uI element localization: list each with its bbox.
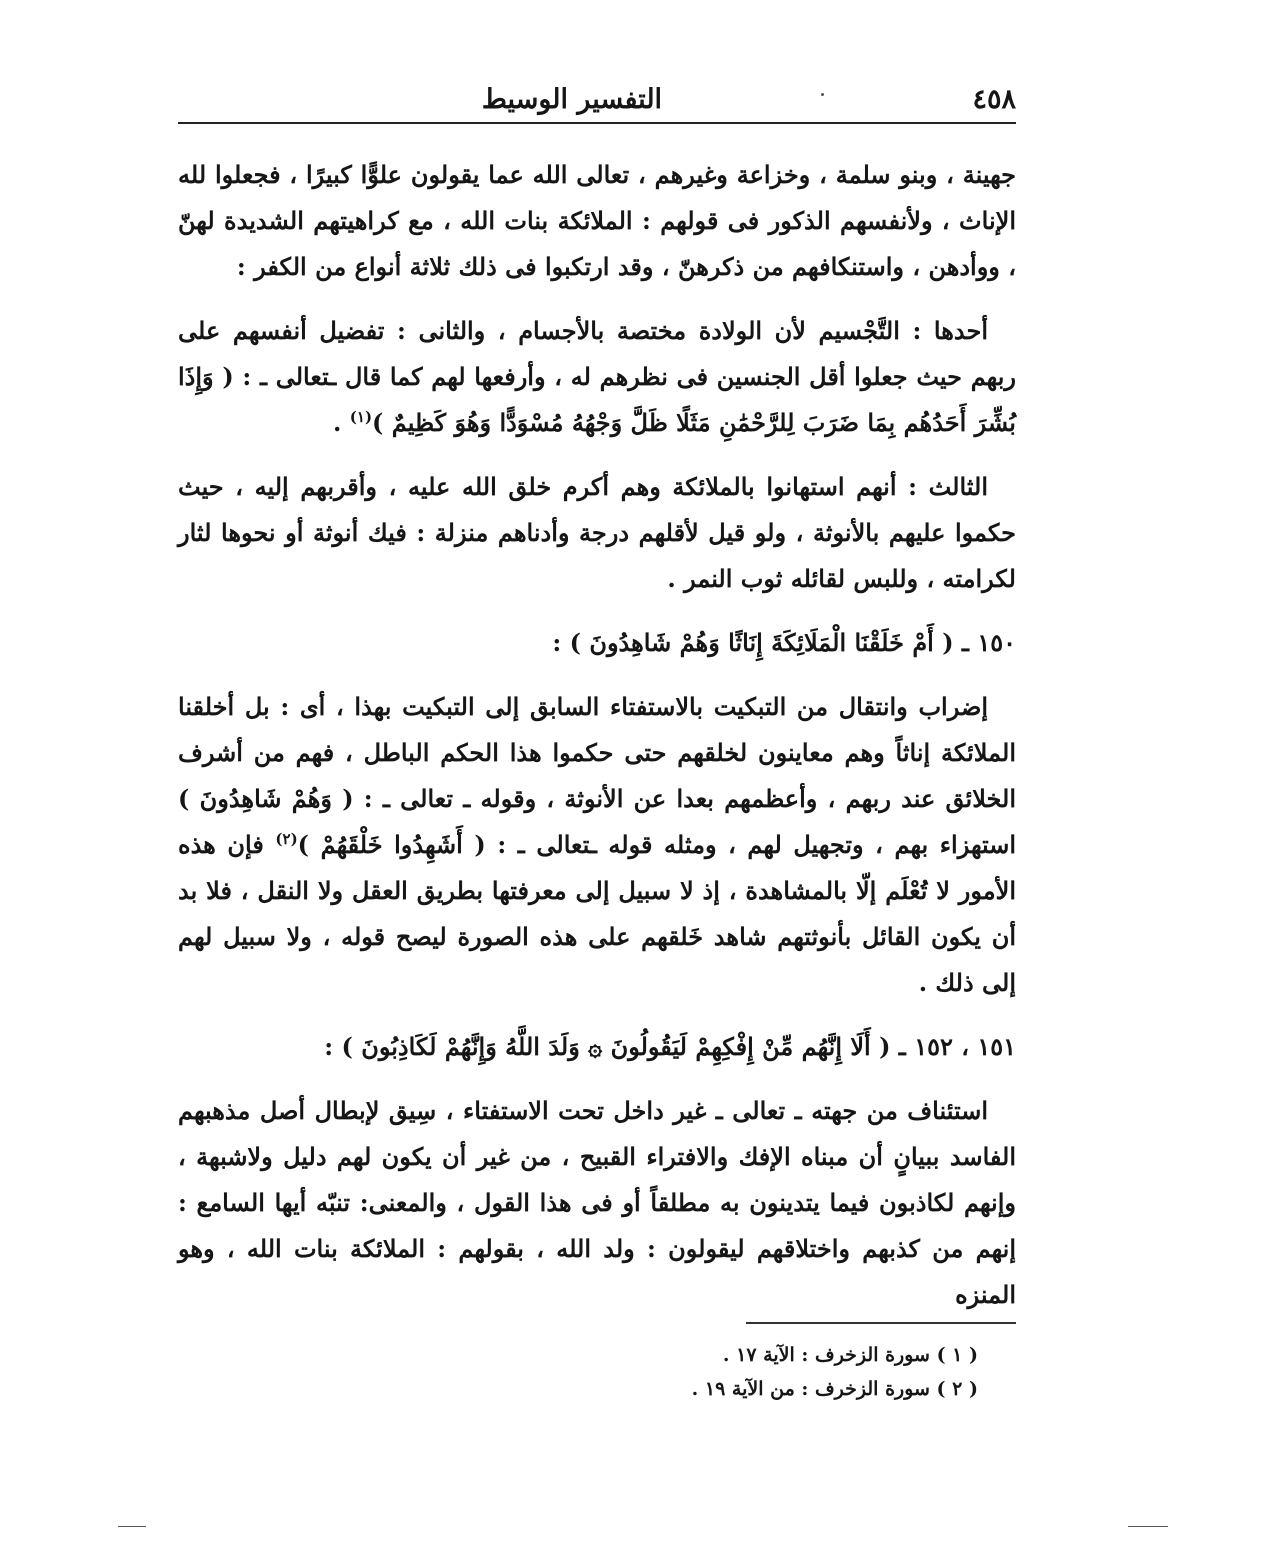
footnote-2: ( ٢ ) سورة الزخرف : من الآية ١٩ . <box>691 1378 978 1400</box>
paragraph-text: ) استهزاء بهم ، وتجهيل لهم ، ومثله قوله ـتعالى ـ : ( <box>178 784 1017 859</box>
scan-edge-mark <box>1128 1526 1168 1527</box>
quote-close: ) <box>372 408 384 437</box>
footnote-1: ( ١ ) سورة الزخرف : الآية ١٧ . <box>722 1344 978 1366</box>
verse-heading-151-152 <box>178 1024 1016 1070</box>
paragraph-verse-150-commentary <box>178 684 1016 1006</box>
quote-close: ) <box>297 830 310 859</box>
quran-verse: أَمْ خَلَقْنَا الْمَلَائِكَةَ إِنَاثًا وَهُمْ شَاهِدُونَ <box>589 628 934 657</box>
footnotes <box>178 1338 978 1406</box>
verse-number: ١٥١ ، ١٥٢ ـ ( <box>879 1032 1016 1061</box>
paragraph-intro: جهينة ، وبنو سلمة ، وخزاعة وغيرهم ، تعالى الله عما يقولون علوًّا كبيرًا ، فجعلوا لله الإناث ، ولأنفسهم الذكور فى قولهم : الملائكة بنات الله ، مع كراهيتهم الشديدة لهنّ ، ووأدهن ، واستنكافهم من ذكرهنّ ، وقد ارتكبوا فى ذلك ثلاثة أنواع من الكفر : <box>178 160 1016 281</box>
book-title: التفسير الوسيط <box>481 84 663 115</box>
verse-close: ) : <box>324 1032 353 1061</box>
quran-verse: أَلَا إِنَّهُم مِّنْ إِفْكِهِمْ لَيَقُولُونَ ۞ وَلَدَ اللَّهُ وَإِنَّهُمْ لَكَاذِبُونَ <box>361 1032 871 1061</box>
quran-quote: وَإِذَا بُشِّرَ أَحَدُهُم بِمَا ضَرَبَ لِلرَّحْمَٰنِ مَثَلًا ظَلَّ وَجْهُهُ مُسْوَدًّا وَهُوَ كَظِيمٌ <box>178 362 1016 437</box>
verse-number: ١٥٠ ـ ( <box>942 628 1016 657</box>
scan-edge-mark <box>118 1526 146 1527</box>
scan-dot <box>821 93 824 96</box>
body-text <box>178 152 1016 1318</box>
page-header <box>178 80 1016 122</box>
paragraph-text: إضراب وانتقال من التبكيت بالاستفتاء السابق إلى التبكيت بهذا ، أى : بل أخلقنا الملائكة إناثاً وهم معاينون لخلقهم حتى حكموا هذا الحكم الباطل ، فهم من أشرف الخلائق عند ربهم ، وأعظمهم بعدا عن الأنوثة ، وقوله ـ تعالى ـ : ( <box>178 692 1017 813</box>
paragraph-end: . <box>333 408 350 437</box>
footnote-divider <box>746 1322 1016 1324</box>
verse-close: ) : <box>552 628 581 657</box>
verse-heading-150 <box>178 620 1016 666</box>
page-number: ٤٥٨ <box>972 84 1016 115</box>
paragraph-text: فإن هذه الأمور لا تُعْلَم إلّا بالمشاهدة ، إذ لا سبيل إلى معرفتها بطريق العقل ولا النقل ، فلا بد أن يكون القائل بأنوثتهم شاهد خَلقهم على هذه الصورة ليصح قوله ، ولا سبيل لهم إلى ذلك . <box>178 830 1016 997</box>
paragraph-third-kind: الثالث : أنهم استهانوا بالملائكة وهم أكرم خلق الله عليه ، وأقربهم إليه ، حيث حكموا عليهم بالأنوثة ، ولو قيل لأقلهم درجة وأدناهم منزلة : فيك أنوثة أو نحوها لثار لكرامته ، وللبس لقائله ثوب النمر . <box>178 472 1016 593</box>
paragraph-first-kind <box>178 308 1016 446</box>
header-divider <box>178 122 1016 124</box>
quran-quote: أَشَهِدُوا خَلْقَهُمْ <box>320 830 463 859</box>
footnote-reference: (١) <box>349 408 373 426</box>
quran-quote: وَهُمْ شَاهِدُونَ <box>199 784 332 813</box>
paragraph-text: أحدها : التَّجْسيم لأن الولادة مختصة بالأجسام ، والثانى : تفضيل أنفسهم على ربهم حيث جعلوا أقل الجنسين فى نظرهم له ، وأرفعها لهم كما قال ـتعالى ـ : ( <box>178 316 1016 391</box>
footnote-reference: (٢) <box>275 830 298 848</box>
paragraph-verse-151-commentary: استئناف من جهته ـ تعالى ـ غير داخل تحت الاستفتاء ، سِيق لإبطال أصل مذهبهم الفاسد ببيانٍ أن مبناه الإفك والافتراء القبيح ، من غير أن يكون لهم دليل ولاشبهة ، وإنهم لكاذبون فيما يتدينون به مطلقاً أو فى هذا القول ، والمعنى: تنبّه أيها السامع : إنهم من كذبهم واختلاقهم ليقولون : ولد الله ، بقولهم : الملائكة بنات الله ، وهو المنزه <box>178 1096 1017 1309</box>
